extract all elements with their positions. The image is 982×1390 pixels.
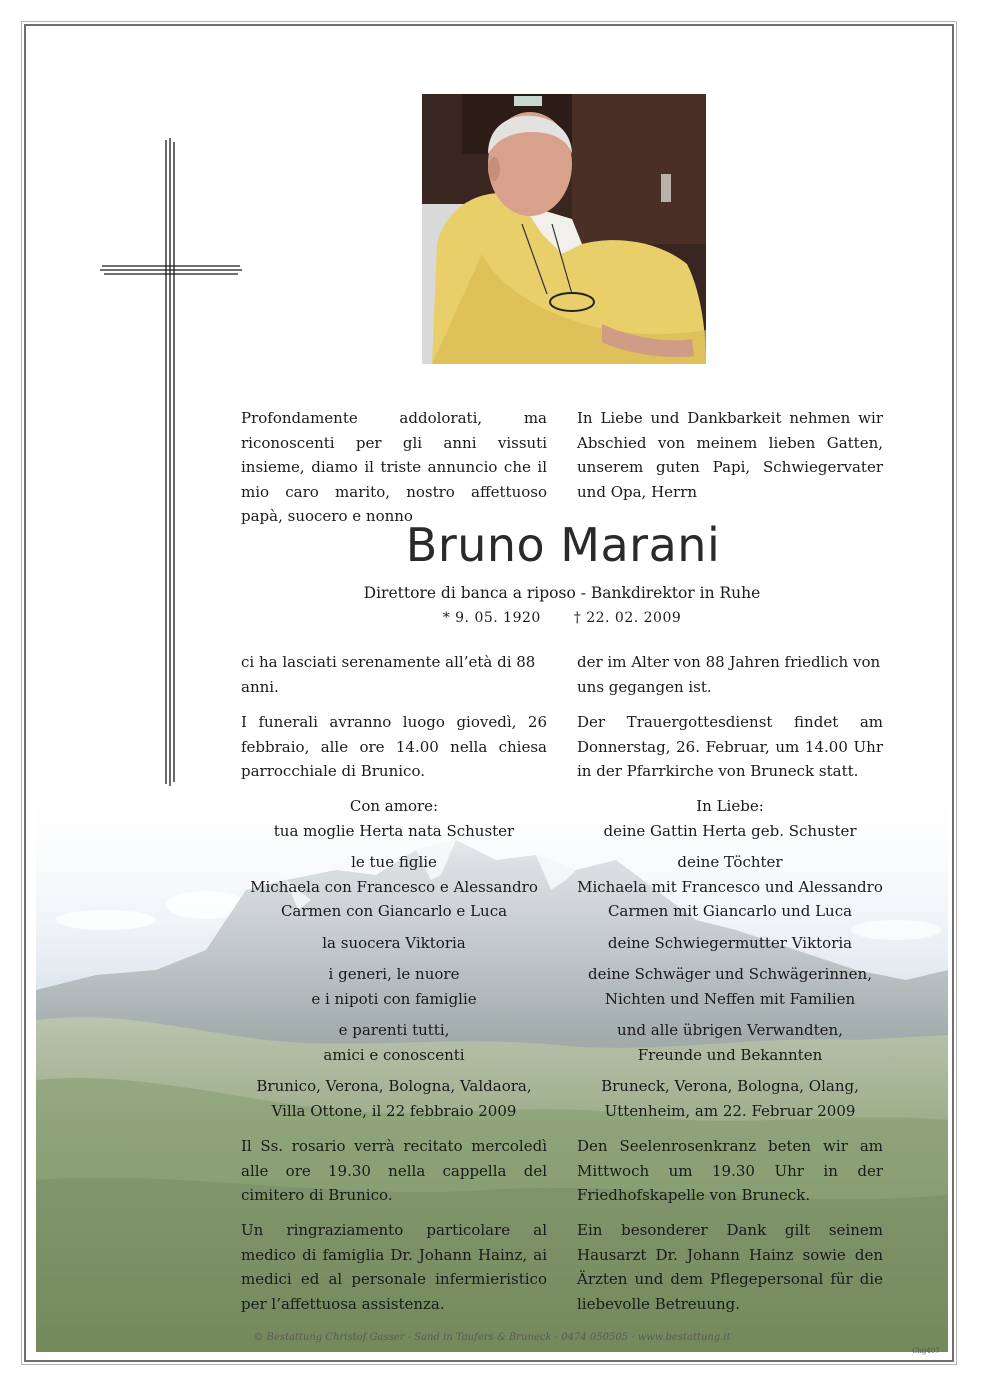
mourners-german — [560, 794, 900, 1123]
passing-german — [577, 650, 883, 699]
funeral-it: I funerali avranno luogo giovedì, 26 febbraio, alle ore 14.00 nella chiesa parrocchiale di Brunico. — [241, 713, 547, 780]
thanks-it: Un ringraziamento particolare al medico di famiglia Dr. Johann Hainz, ai medici ed al personale infermieristico per l’affettuosa assistenza. — [241, 1221, 547, 1313]
mourners-de-4-1: Freunde und Bekannten — [637, 1045, 823, 1064]
mourners-de-0-0: In Liebe: — [696, 797, 764, 815]
mourners-it-1-2: Carmen con Giancarlo e Luca — [280, 902, 508, 920]
reference-code: Chg407 — [912, 1347, 940, 1355]
rosary-de: Den Seelenrosenkranz beten wir am Mittwoch um 19.30 Uhr in der Friedhofskapelle von Bruneck. — [577, 1137, 883, 1204]
mourners-it-4-1: amici e conoscenti — [323, 1045, 465, 1064]
life-dates — [241, 610, 883, 626]
intro-de: In Liebe und Dankbarkeit nehmen wir Abschied von meinem lieben Gatten, unserem guten Papi, Schwiegervater und Opa, Herrn — [577, 409, 883, 501]
place-date-de-0: Bruneck, Verona, Bologna, Olang, — [601, 1077, 859, 1095]
mourners-it-1-1: Michaela con Francesco e Alessandro — [250, 877, 538, 896]
cross-icon — [100, 138, 242, 786]
footer-credit: © Bestattung Christof Gasser - Sand in Taufers & Bruneck - 0474 050505 - www.bestattung.it — [253, 1332, 731, 1343]
mourners-de-2-0: deine Schwiegermutter Viktoria — [607, 933, 853, 952]
funeral-german — [577, 710, 883, 784]
mourners-it-3-0: i generi, le nuore — [328, 965, 460, 983]
mourners-it-3-1: e i nipoti con famiglie — [311, 989, 477, 1008]
thanks-de: Ein besonderer Dank gilt seinem Hausarzt Dr. Johann Hainz sowie den Ärzten und dem Pflegepersonal für die liebevolle Betreuung. — [577, 1221, 883, 1313]
place-date-it-0: Brunico, Verona, Bologna, Valdaora, — [256, 1077, 532, 1095]
mourners-de-1-1: Michaela mit Francesco und Alessandro — [577, 877, 883, 896]
rosary-italian — [241, 1134, 547, 1208]
mourners-it-0-1: tua moglie Herta nata Schuster — [273, 821, 515, 840]
mourners-de-3-1: Nichten und Neffen mit Familien — [604, 989, 856, 1008]
mourners-it-0-0: Con amore: — [349, 797, 439, 815]
rosary-it: Il Ss. rosario verrà recitato mercoledì alle ore 19.30 nella cappella del cimitero di Brunico. — [241, 1137, 547, 1204]
intro-text-italian — [241, 406, 547, 529]
deceased-name: Bruno Marani — [405, 518, 721, 572]
portrait-photo — [422, 94, 706, 364]
mourners-de-4-0: und alle übrigen Verwandten, — [617, 1021, 843, 1039]
passing-de: der im Alter von 88 Jahren friedlich von uns gegangen ist. — [577, 653, 881, 696]
passing-italian — [241, 650, 547, 699]
mourners-de-0-1: deine Gattin Herta geb. Schuster — [603, 821, 857, 840]
place-date-de-1: Uttenheim, am 22. Februar 2009 — [604, 1101, 856, 1120]
mourners-de-1-0: deine Töchter — [677, 853, 783, 871]
mourners-it-2-0: la suocera Viktoria — [322, 933, 466, 952]
thanks-italian — [241, 1218, 547, 1316]
mourners-it-4-0: e parenti tutti, — [338, 1021, 450, 1039]
birth-date: * 9. 05. 1920 — [442, 610, 541, 626]
mourners-it-1-0: le tue figlie — [351, 853, 437, 871]
funeral-italian — [241, 710, 547, 784]
death-date: † 22. 02. 2009 — [573, 610, 682, 626]
funeral-de: Der Trauergottesdienst findet am Donnerstag, 26. Februar, um 14.00 Uhr in der Pfarrkirche von Bruneck statt. — [577, 713, 883, 780]
mourners-de-3-0: deine Schwäger und Schwägerinnen, — [587, 965, 872, 983]
intro-it: Profondamente addolorati, ma riconoscenti per gli anni vissuti insieme, diamo il triste annuncio che il mio caro marito, nostro affettuoso papà, suocero e nonno — [241, 409, 547, 525]
deceased-profession: Direttore di banca a riposo - Bankdirektor in Ruhe — [363, 584, 761, 602]
mourners-italian — [224, 794, 564, 1123]
rosary-german — [577, 1134, 883, 1208]
passing-it: ci ha lasciati serenamente all’età di 88 anni. — [241, 653, 536, 696]
place-date-it-1: Villa Ottone, il 22 febbraio 2009 — [271, 1101, 517, 1120]
thanks-german — [577, 1218, 883, 1316]
intro-text-german — [577, 406, 883, 504]
mourners-de-1-2: Carmen mit Giancarlo und Luca — [607, 902, 853, 920]
